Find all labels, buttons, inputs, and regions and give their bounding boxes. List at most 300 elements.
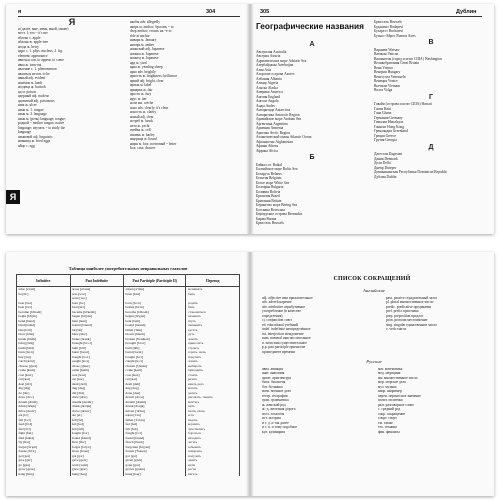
table-cell: bend [bend] [17,319,71,324]
abbreviation-entry: перен. переносное значение [378,393,421,398]
abbreviation-entry: кул. кулинария [262,429,285,434]
geo-entry: Аравийское море Arabian Sea [256,117,302,121]
table-cell: приходить [186,368,240,373]
table-cell: копать [186,386,240,391]
column-header: Past Indefinite [70,275,124,287]
table-cell: fought [fɔ:t] [124,431,186,436]
geo-entry: Азия Asia [256,67,272,72]
table-cell: be [bi:] [17,292,71,297]
dictionary-entry: якобы adv. allegedly [130,20,161,24]
table-cell: feel [fi:l] [17,427,71,432]
abbreviation-entry: num. numeral имя числительное [262,336,311,340]
table-cell: come [kʌm] [17,368,71,373]
table-cell: brought [brɔ:t] [124,341,186,346]
dictionary-entry: явный adj. evident [18,76,46,80]
dictionary-entry: ядовитый adj. poisonous [18,98,55,103]
column-header: Перевод [186,275,240,287]
geo-entry: Бермудские острова Bermudas [256,212,303,216]
dictionary-entry: яблоня ж. apple-tree [18,40,49,44]
table-cell: deal [di:l] [17,382,71,387]
table-cell: становиться [186,310,240,315]
table-cell: draw [drɔ:] [17,395,71,400]
dictionary-entry: я (далее, мне, меня, мной, мною) [18,26,69,31]
table-cell: бить [186,305,240,310]
geo-entry: Брюссель Brussels [256,221,284,225]
table-cell: got [gɔt] [124,454,186,459]
table-cell: связывать [186,323,240,328]
geo-entry: Дания Denmark [374,156,398,161]
table-cell: fought [fɔ:t] [70,431,124,436]
table-cell: dug [dʌg] [124,386,186,391]
dictionary-entry: яркий adj. bright, clear [130,78,164,83]
abbreviation-entry: мн. множественное число [378,375,418,380]
table-cell: done [dʌn] [124,391,186,396]
table-cell: dealt [delt] [124,382,186,387]
table-cell: come [kʌm] [124,368,186,373]
table-cell: bear [bɛə] [17,301,71,306]
table-cell: felt [felt] [124,427,186,432]
abbreviations-english [262,286,486,434]
table-cell: came [keim] [70,368,124,373]
table-cell: forgot [fə'gɔt] [70,445,124,450]
table-cell: cut [kʌt] [70,377,124,382]
header-rule [260,16,482,17]
table-cell: летать [186,440,240,445]
table-cell: dream [dri:m] [17,400,71,405]
table-cell: строить [186,346,240,351]
bottom-appendix-spread [6,252,494,496]
table-cell: flew [flu:] [70,440,124,445]
dictionary-entry: ячейка ж. cell [130,128,151,132]
geo-entry: Алжир Algeria [256,81,279,85]
table-cell: forgotten [fə'gɔtn] [124,445,186,450]
table-cell: bought [bɔ:t] [124,355,186,360]
geo-entry: Варшава Warsaw [374,47,400,52]
dictionary-page-left [6,4,250,234]
table-cell: dug [dʌg] [70,386,124,391]
table-cell: ловить [186,359,240,364]
table-cell: ломать [186,337,240,342]
dictionary-entry: являться несов. to be [18,71,50,76]
geo-entry: Вена Vienna [374,65,393,70]
table-cell: бороться [186,431,240,436]
table-cell: chose [tʃəuz] [70,364,124,369]
table-cell: покупать [186,355,240,360]
table-cell: выбирать [186,364,240,369]
table-cell: given [givn] [124,458,186,463]
abbreviation-entry: pron. pronoun местоимение [386,318,428,322]
abbreviation-entry: мед. медицина [378,371,401,375]
table-cell: gone [gɔn] [124,463,186,468]
abbreviations-title: СПИСОК СОКРАЩЕНИЙ [333,276,411,282]
geo-entry: Боливия Bolivia [256,189,281,194]
dictionary-entry: яблоко с. apple [18,35,41,40]
geo-entry: Гонконг Hong Kong [374,124,405,129]
table-cell: build [bild] [17,346,71,351]
section-letter: Б [309,154,315,161]
geo-entry: Бирма Burma [256,216,277,221]
dictionary-entry: ясли мн. crèche [130,101,154,105]
table-cell: dreamt [dremt] [124,400,186,405]
table-cell: break [breik] [17,337,71,342]
table-cell: ate [et] [70,413,124,418]
geo-entry: Арктика Arctic Region [256,130,291,135]
table-cell: forget [fə'get] [17,445,71,450]
geo-entry: Греция Greece [374,133,396,138]
abbreviation-entry: ж. женский род [262,402,286,407]
geo-entry: Адриатическое море Adriatic Sea [256,58,307,63]
table-cell: дуть [186,332,240,337]
section-letter: Я [68,17,76,27]
dictionary-entry: язык м. 1. tongue [18,107,44,112]
table-cell: есть [186,413,240,418]
geo-entry: Гренландия Greenland [374,129,408,133]
table-cell: идти [186,463,240,468]
dictionary-entry: ярд м. yard [130,60,147,65]
dictionary-entry: ярость ж. fury [130,92,152,96]
table-cell: chosen ['tʃəuzn] [124,364,186,369]
geo-entry: Армения Armenia [256,126,284,130]
dictionary-entry: ясно adv. clearly; it's clear [130,105,169,110]
geo-entry: Берингово море Bering Sea [256,203,298,207]
table-cell: приносить [186,341,240,346]
table-cell: arisen [ə'rizn] [124,287,186,292]
dictionary-entry: ярка ж. yearling sheep [130,65,163,69]
geo-entry: Беларусь Belarus [256,171,282,176]
table-cell: burn [bə:n] [17,350,71,355]
geo-entry: Германия Germany [374,115,403,120]
subsection-title: Английские [363,288,385,293]
dictionary-entry: ягода ж. berry [18,44,39,49]
table-cell: гнать, ехать [186,409,240,414]
abbreviation-entry: биол. биология [262,380,286,384]
table-cell: возникать [186,287,240,292]
geo-entry: Гана Ghana [374,111,392,115]
abbreviation-entry: полит. политика [378,398,403,402]
dictionary-entry: янтарь м. amber [130,42,155,47]
abbreviation-entry: adj. adjective имя прилагательное [262,295,313,300]
geo-entry: Доминиканская Республика Dominican Republic [374,170,448,174]
table-cell: dig [dig] [17,386,71,391]
geo-entry: Дели Delhi [374,161,391,165]
table-cell: go [gəu] [17,463,71,468]
dictionary-entry: яхта ж. yacht [130,123,150,128]
dictionary-entry: явка ж. turn-out [18,62,42,67]
abbreviation-entry: бот. ботаника [262,384,283,389]
abbreviation-entry: n. noun имя существительное [262,340,307,345]
geo-entry: Антарктика Antarctic Region [256,112,300,117]
table-cell: иметь дело [186,382,240,387]
geo-entry: Ангола Angola [256,99,279,103]
abbreviation-entry: определения) [262,313,283,318]
dictionary-entry: ястреб м. hawk [130,119,153,123]
dictionary-entry: якорь м. anchor; бросать ~ to [130,24,174,29]
geo-entry: Волга Volga [374,88,393,92]
geo-entry: Дублин Dublin [374,174,397,179]
table-cell: drawn [drɔ:n] [124,395,186,400]
table-cell: получать [186,454,240,459]
table-cell: beaten [bi:tn] [124,305,186,310]
table-cell: eaten ['i:tn] [124,413,186,418]
geography-page [250,4,494,234]
subsection-title: Русские [366,359,382,364]
table-cell: cost [kɔst] [70,373,124,378]
table-cell: hung [hʌŋ] [124,472,186,477]
running-title: Дублин [456,9,477,15]
geo-entry: Белое море White Sea [256,180,290,185]
table-cell: get [get] [17,454,71,459]
geo-entry: Афины Athens [256,144,279,148]
table-cell: кормить [186,422,240,427]
table-cell: расти [186,467,240,472]
table-cell: feed [fi:d] [17,422,71,427]
page-title: Географические названия [256,21,364,31]
abbreviation-entry: спорт. спорт [378,416,397,420]
section-letter: В [428,39,434,46]
table-cell: caught [kɔ:t] [124,359,186,364]
table-cell: froze [frəuz] [70,449,124,454]
table-cell: bite [bait] [17,328,71,333]
table-cell: begin [bi'gin] [17,314,71,319]
table-cell: dealt [delt] [70,382,124,387]
dictionary-entry: ядерный adj. nuclear [18,94,49,98]
dictionary-entry: язык м. 2. language [18,112,47,116]
table-cell: broke [brəuk] [70,337,124,342]
table-cell: замерзать [186,449,240,454]
running-letter: я [18,9,22,15]
abbreviation-entry: и т. д. и так далее [262,420,289,425]
geo-entry: Байкал оз. Baikal [256,162,282,167]
abbreviation-entry: мат. математика [378,366,403,371]
geo-entry: Бухарест Bucharest [374,29,404,33]
abbreviation-entry: prep. preposition предлог [386,313,424,318]
table-cell: fell [fel] [70,418,124,423]
geo-entry: Америка America [256,90,283,94]
geo-entry: Анды Andes [256,103,275,108]
abbreviation-entry: мор. морское дело [378,380,407,384]
section-letter: Г [429,93,433,101]
dictionary-entry: язык м. (речь) language; tongue; [18,116,66,121]
table-cell: became [bi'keim] [70,310,124,315]
geo-entry: Англия England [256,94,281,99]
entries-column-1 [18,18,126,148]
abbreviation-entry: анат. анатомия [262,371,285,375]
table-cell: buy [bai] [17,355,71,360]
table-cell: начинать [186,314,240,319]
abbreviation-entry: тех. техника [378,425,397,429]
table-cell: went [went] [70,463,124,468]
table-cell: frozen ['frəuzn] [124,449,186,454]
table-cell: bound [baund] [124,323,186,328]
abbreviation-entry: воен. военное дело [262,389,292,393]
table-cell: падать [186,418,240,423]
abbreviation-entry: attr. attributive атрибутивное [262,304,305,309]
dictionary-entry: language [18,130,31,134]
geo-entry: Аргентина Argentina [256,121,288,126]
dictionary-entry: ягнёнок м. lamb [18,80,43,85]
dictionary-entry: язва ж. ulcer [18,103,37,107]
table-cell: born [bɔ:n] [124,301,186,306]
geo-entry: Аляска Alaska [256,85,278,90]
geo-entry: Антарктида Antarctica [256,108,291,112]
geo-entry: Великобритания Great Britain [374,61,420,65]
top-dictionary-spread [6,4,494,234]
table-cell: bind [baind] [17,323,71,328]
table-cell: freeze [fri:z] [17,449,71,454]
table-cell: bent [bent] [70,319,124,324]
abbreviation-entry: predic. predicative предикатив [386,304,432,309]
geo-entry: Гималаи Himalayas [374,120,404,124]
table-cell: do [du:] [17,391,71,396]
dictionary-entry: ящерица ж. lizard [130,137,157,141]
table-cell: drink [driŋk] [17,404,71,409]
abbreviation-entry: зоол. зоология [262,411,285,416]
abbreviation-entry: и т. п. и тому подобное [262,425,298,429]
dictionary-entry: ride at anchor [130,33,150,38]
geo-entry: Грузия Georgia [374,138,397,142]
table-title: Таблица наиболее употребительных неправильных глаголов [68,266,188,271]
table-cell: blown [bləun] [124,332,186,337]
table-cell: was [wɔz] [70,292,124,297]
table-cell: стоить [186,373,240,378]
table-cell: brought [brɔ:t] [70,341,124,346]
table-cell: burnt [bə:nt] [124,350,186,355]
abbreviation-entry: v. verb глагол [386,327,407,331]
column-header: Past Participle (Participle II) [124,275,186,287]
geo-entry: Болгария Bulgaria [256,185,284,189]
table-cell: were [wə:] [70,296,124,301]
section-letter: Д [428,143,434,151]
table-cell: dreamt [dremt] [70,400,124,405]
table-cell: begun [bi'gʌn] [124,314,186,319]
table-cell: drove [drəuv] [70,409,124,414]
abbreviation-entry: ed. educational учебный [262,322,298,327]
table-cell: drew [dru:] [70,395,124,400]
table-cell: cut [kʌt] [17,377,71,382]
geo-entry: Венесуэла Venezuela [374,74,406,79]
geo-entry: Афганистан Afghanistan [256,139,293,144]
geo-entry: Австралия Australia [256,49,287,54]
section-letter: А [309,41,315,48]
dictionary-entry: ярмарка ж. fair [130,87,153,92]
table-cell: висеть [186,472,240,477]
table-cell: fed [fed] [70,422,124,427]
abbreviation-entry: фин. финансы [378,429,400,434]
abbreviation-entry: pass. passive страдательный залог [386,295,438,300]
geo-entry: Балтийское море Baltic Sea [256,167,298,171]
geo-entry: Бразилия Brazil [256,194,280,198]
geo-entry: Атлантический океан Atlantic Ocean [256,135,312,139]
dictionary-entry: яд м. poison [18,89,37,94]
table-cell: find [faind] [17,436,71,441]
table-cell: beat [bi:t] [17,305,71,310]
geo-entry: Азорские острова Azores [256,72,295,76]
table-cell: give [giv] [17,458,71,463]
page-number: 305 [260,9,270,15]
dictionary-entry: ясность ж. clarity [130,110,157,114]
geo-entry: Гаити Haiti [374,106,392,111]
dictionary-entry: японский adj. Japanese [130,47,165,51]
abbreviation-entry: напр. например [378,389,402,393]
irregular-verbs-table [16,274,240,476]
dictionary-entry: яичница ж. fried eggs [18,139,51,143]
geo-entry: Брюссель Brussels [374,20,402,24]
abbreviation-entry: разг. разговорное слово [378,402,414,407]
dictionary-entry: японец м. Japanese [130,56,159,60]
geo-column-2 [374,20,488,179]
table-cell: felt [felt] [70,427,124,432]
table-cell: catch [kætʃ] [17,359,71,364]
geo-entry: Венеция Venice [374,79,398,83]
geo-entry: Азербайджан Azerbaijan [256,63,294,67]
abbreviation-entry: грам. грамматика [262,398,289,402]
table-cell: hung [hʌŋ] [70,472,124,477]
table-cell: мечтать [186,400,240,405]
table-cell: cost [kɔst] [17,373,71,378]
table-cell: began [bi'gæn] [70,314,124,319]
abbreviation-entry: ист. история [262,416,281,420]
table-cell: забывать [186,445,240,450]
dictionary-entry: drop anchor; стоять на ~е to [130,29,172,33]
table-cell: broken ['brəukən] [124,337,186,342]
abbreviation-entry: pl. plural множественное число [386,300,434,304]
table-cell: grown [grəun] [124,467,186,472]
table-cell: gave [geiv] [70,458,124,463]
table-cell: did [did] [70,391,124,396]
table-cell: bound [baund] [70,323,124,328]
dictionary-entry: ящик м. box; почтовый ~ letter [130,141,177,146]
table-cell: arose [ə'rəuz] [70,287,124,292]
column-header: Infinitive [17,275,71,287]
table-cell: гореть, жечь [186,350,240,355]
table-cell: bought [bɔ:t] [70,355,124,360]
table-cell: hang [hæŋ] [17,472,71,477]
abbreviation-entry: ж.-д. железная дорога [262,407,296,411]
table-cell: got [gɔt] [70,454,124,459]
table-cell: drunk [drʌŋk] [124,404,186,409]
table-cell: eat [i:t] [17,413,71,418]
dictionary-entry: явиться сов. to appear, to come [18,58,64,62]
abbreviation-entry: int. interjection междометие [262,331,304,336]
table-cell: driven ['drivn] [124,409,186,414]
abbreviation-entry: сокр. сокращение [378,411,406,416]
table-cell: fallen ['fɔ:lən] [124,418,186,423]
table-cell: родить [186,301,240,306]
abbreviation-entry: архит. архитектура [262,375,291,380]
dictionary-entry: японка ж. Japanese [130,51,159,56]
abbreviation-entry: муз. музыка [378,384,397,389]
abbreviation-entry: прошедшего времени [262,349,295,354]
abbreviation-entry: adv. adverb наречие [262,300,292,304]
table-cell: быть [186,292,240,297]
table-cell: cost [kɔst] [124,373,186,378]
table-cell: гнуть [186,319,240,324]
table-cell: grow [grəu] [17,467,71,472]
geo-entry: Албания Albania [256,76,282,81]
geo-entry: Буэнос-Айрес Buenos Aires [374,33,416,38]
dictionary-entry: родной ~ mother tongue, native [18,121,65,125]
entries-column-2 [130,20,242,151]
table-cell: чувствовать [186,427,240,432]
table-cell: been [bi:n] [124,292,186,297]
dictionary-entry: ячмень м. barley [130,132,155,137]
dictionary-entry: element; appearance [18,53,48,58]
table-cell: bitten ['bitn] [124,328,186,333]
table-cell: bore [bɔ:] [70,301,124,306]
table-cell: grew [gru:] [70,467,124,472]
table-cell: fly [flai] [17,440,71,445]
table-cell: choose [tʃu:z] [17,364,71,369]
